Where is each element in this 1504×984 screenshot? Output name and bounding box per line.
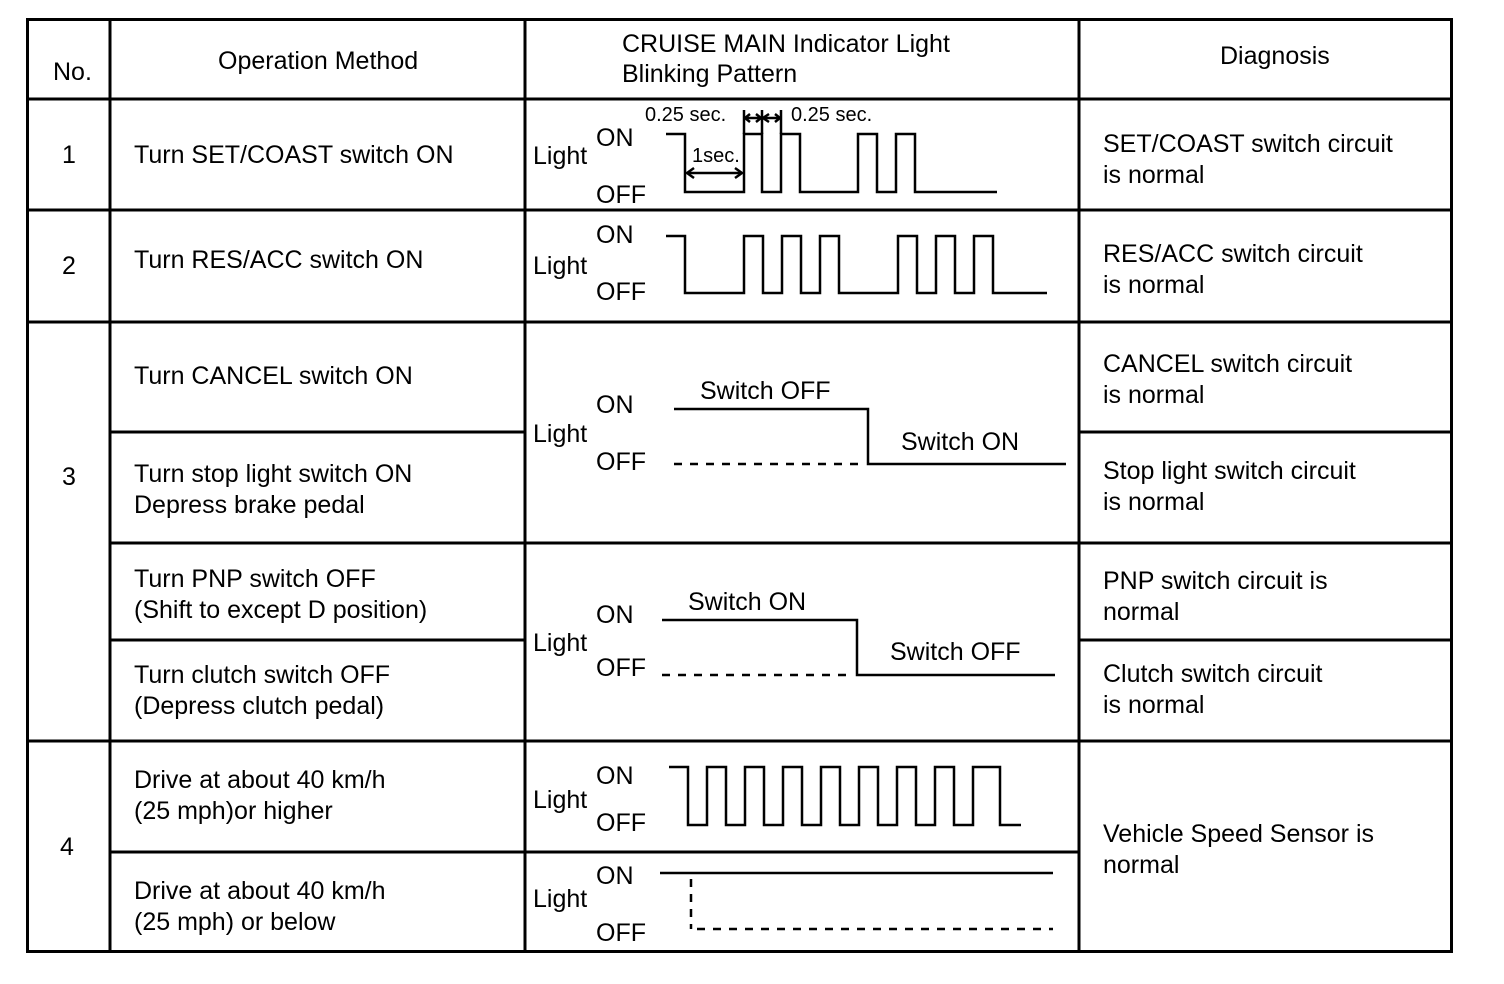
on-label: ON bbox=[596, 601, 634, 629]
switch-label-high: Switch OFF bbox=[700, 377, 831, 405]
header-no: No. bbox=[53, 58, 92, 86]
timing-label-right: 0.25 sec. bbox=[791, 104, 873, 126]
diagnosis-vss-line2: normal bbox=[1103, 851, 1180, 879]
operation-drive-below-line2: (25 mph) or below bbox=[134, 908, 336, 936]
off-label: OFF bbox=[596, 278, 646, 306]
operation-drive-higher-line2: (25 mph)or higher bbox=[134, 797, 333, 825]
waveform-res-acc bbox=[666, 236, 1047, 293]
row-number: 3 bbox=[62, 463, 76, 491]
diagnosis-cancel-line1: CANCEL switch circuit bbox=[1103, 350, 1353, 378]
timing-label-period: 1sec. bbox=[692, 145, 740, 167]
header-operation-method: Operation Method bbox=[218, 47, 419, 75]
on-label: ON bbox=[596, 221, 634, 249]
header-pattern-line2: Blinking Pattern bbox=[622, 60, 798, 88]
operation-pnp-line2: (Shift to except D position) bbox=[134, 596, 428, 624]
operation-pnp-line1: Turn PNP switch OFF bbox=[134, 565, 376, 593]
diagnosis-clutch-line2: is normal bbox=[1103, 691, 1205, 719]
operation-cancel: Turn CANCEL switch ON bbox=[134, 362, 413, 390]
waveform-speed-below bbox=[660, 873, 1053, 929]
off-label: OFF bbox=[596, 448, 646, 476]
timing-label-left: 0.25 sec. bbox=[645, 104, 727, 126]
on-label: ON bbox=[596, 124, 634, 152]
row-number: 2 bbox=[62, 252, 76, 280]
diagnosis-set-coast-line1: SET/COAST switch circuit bbox=[1103, 130, 1393, 158]
diagnosis-stop-light-line1: Stop light switch circuit bbox=[1103, 457, 1356, 485]
on-label: ON bbox=[596, 862, 634, 890]
operation-stop-light-line1: Turn stop light switch ON bbox=[134, 460, 413, 488]
waveform-set-coast bbox=[666, 110, 997, 192]
waveform-cancel bbox=[674, 409, 1066, 464]
diagnosis-res-acc-line2: is normal bbox=[1103, 271, 1205, 299]
switch-label-low: Switch ON bbox=[901, 428, 1020, 456]
light-label: Light bbox=[533, 885, 588, 913]
light-label: Light bbox=[533, 786, 588, 814]
off-label: OFF bbox=[596, 181, 646, 209]
diagnosis-stop-light-line2: is normal bbox=[1103, 488, 1205, 516]
off-label: OFF bbox=[596, 654, 646, 682]
operation-res-acc: Turn RES/ACC switch ON bbox=[134, 246, 424, 274]
light-label: Light bbox=[533, 420, 588, 448]
row-number: 1 bbox=[62, 141, 76, 169]
diagnosis-cancel-line2: is normal bbox=[1103, 381, 1205, 409]
diagnosis-res-acc-line1: RES/ACC switch circuit bbox=[1103, 240, 1363, 268]
operation-drive-below-line1: Drive at about 40 km/h bbox=[134, 877, 386, 905]
operation-set-coast: Turn SET/COAST switch ON bbox=[134, 141, 454, 169]
on-label: ON bbox=[596, 391, 634, 419]
off-label: OFF bbox=[596, 809, 646, 837]
diagnosis-set-coast-line2: is normal bbox=[1103, 161, 1205, 189]
operation-drive-higher-line1: Drive at about 40 km/h bbox=[134, 766, 386, 794]
light-label: Light bbox=[533, 629, 588, 657]
row-number: 4 bbox=[60, 833, 74, 861]
switch-label-low: Switch OFF bbox=[890, 638, 1021, 666]
switch-label-high: Switch ON bbox=[688, 588, 807, 616]
diagnosis-clutch-line1: Clutch switch circuit bbox=[1103, 660, 1323, 688]
operation-stop-light-line2: Depress brake pedal bbox=[134, 491, 365, 519]
diagnosis-pnp-line1: PNP switch circuit is bbox=[1103, 567, 1328, 595]
operation-clutch-line2: (Depress clutch pedal) bbox=[134, 692, 385, 720]
header-pattern-line1: CRUISE MAIN Indicator Light bbox=[622, 30, 950, 58]
light-label: Light bbox=[533, 252, 588, 280]
waveform-speed-higher bbox=[669, 767, 1021, 825]
waveform-pnp bbox=[662, 620, 1055, 675]
on-label: ON bbox=[596, 762, 634, 790]
operation-clutch-line1: Turn clutch switch OFF bbox=[134, 661, 391, 689]
light-label: Light bbox=[533, 142, 588, 170]
diagnosis-pnp-line2: normal bbox=[1103, 598, 1180, 626]
off-label: OFF bbox=[596, 919, 646, 947]
diagnosis-vss-line1: Vehicle Speed Sensor is bbox=[1103, 820, 1375, 848]
header-diagnosis: Diagnosis bbox=[1220, 42, 1330, 70]
